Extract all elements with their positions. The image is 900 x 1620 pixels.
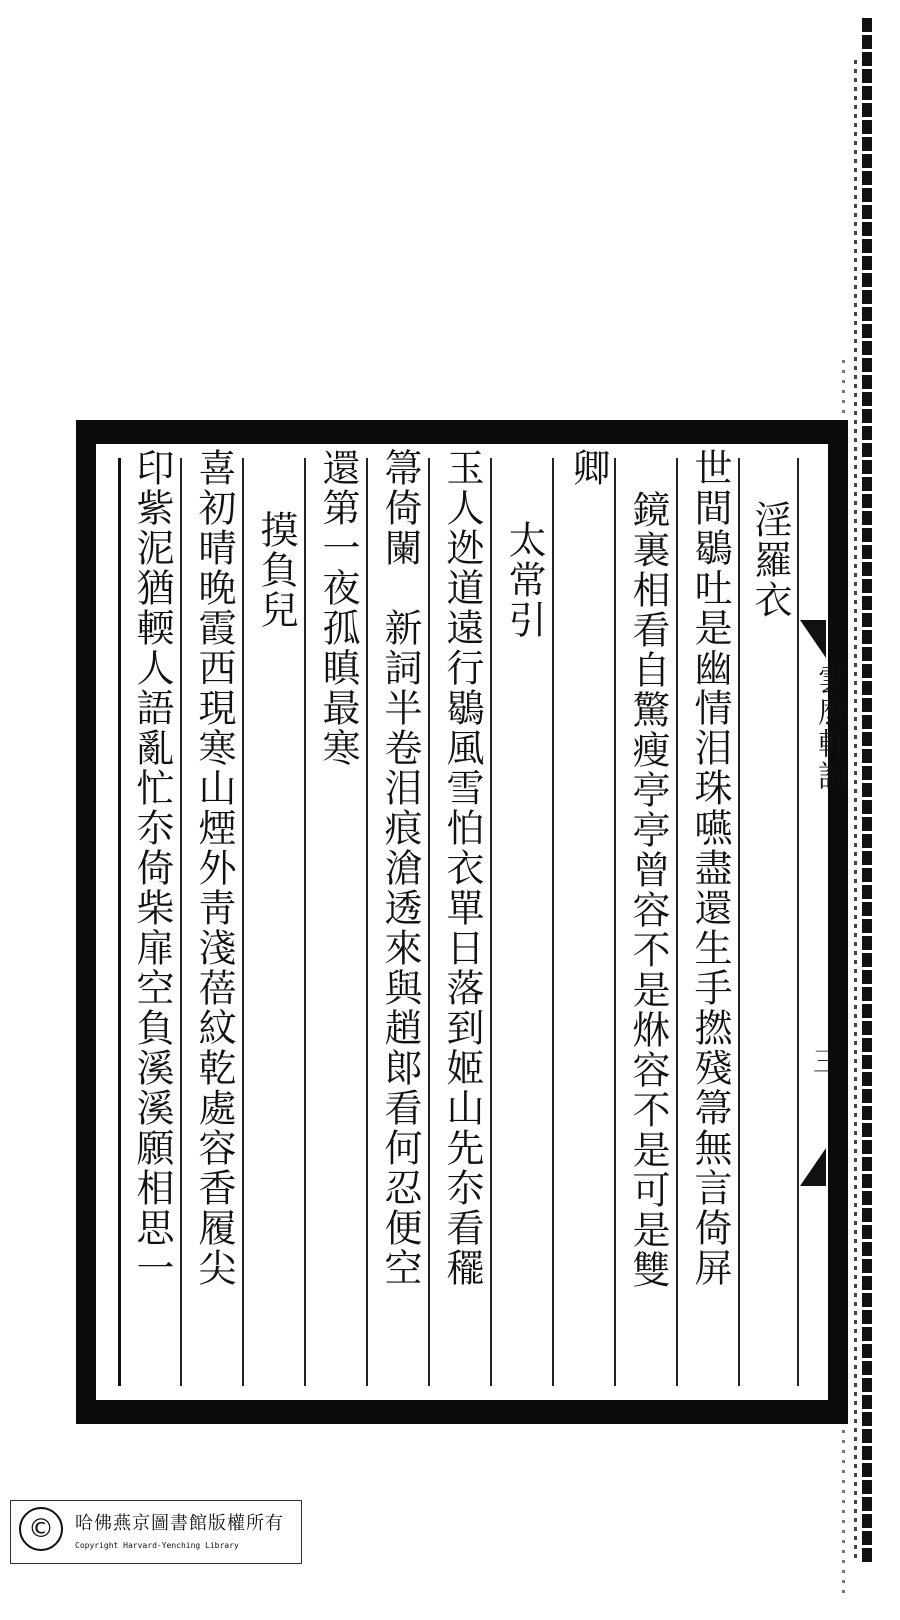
ci-title: 淫羅衣 bbox=[748, 500, 792, 620]
column-rule bbox=[490, 458, 492, 1386]
column-rule bbox=[304, 458, 306, 1386]
binding-edge bbox=[862, 18, 872, 1563]
column-rule bbox=[614, 458, 616, 1386]
text-column: 還第一夜孤瞋最寒 bbox=[316, 448, 360, 768]
column-rule bbox=[242, 458, 244, 1386]
column-rule bbox=[738, 458, 740, 1386]
text-column: 箒倚闌 新詞半卷泪痕滄透來與趙郞看何忍便空 bbox=[378, 448, 422, 1288]
text-column: 玉人迯道遠行鶡風雪怕衣單日落到姬山先夵看䆉 bbox=[440, 448, 484, 1288]
column-rule bbox=[552, 458, 554, 1386]
text-column: 印紫泥猶輭人語亂忙夵倚柴扉空負溪溪願相思一 bbox=[130, 448, 174, 1288]
column-rule bbox=[180, 458, 182, 1386]
copyright-box bbox=[10, 1500, 302, 1564]
text-column: 卿 bbox=[566, 448, 610, 488]
fishtail-top bbox=[800, 620, 826, 658]
copyright-chinese: 哈佛燕京圖書館版權所有 bbox=[75, 1513, 284, 1534]
copyright-icon: © bbox=[19, 1507, 63, 1551]
column-rule bbox=[676, 458, 678, 1386]
text-column: 鏡裏相看自驚瘦亭亭曾容不是烌容不是可是雙 bbox=[626, 490, 670, 1290]
column-rule bbox=[797, 458, 799, 1386]
book-title: 雲麼軒詞 bbox=[812, 664, 847, 792]
page-number: 三 bbox=[812, 1045, 841, 1078]
ci-title: 太常引 bbox=[502, 520, 546, 640]
text-column: 世間鶡吐是幽情泪珠嚥盡還生手撚殘箒無言倚屏 bbox=[688, 448, 732, 1288]
column-rule bbox=[366, 458, 368, 1386]
text-column: 喜初晴晚霞西現寒山煙外靑淺蓓紋乾處容香履尖 bbox=[192, 448, 236, 1288]
column-rule bbox=[428, 458, 430, 1386]
binding-edge-shadow bbox=[854, 60, 857, 1560]
ci-title: 摸負兒 bbox=[254, 510, 298, 630]
copyright-english: Copyright Harvard-Yenching Library bbox=[75, 1541, 239, 1550]
